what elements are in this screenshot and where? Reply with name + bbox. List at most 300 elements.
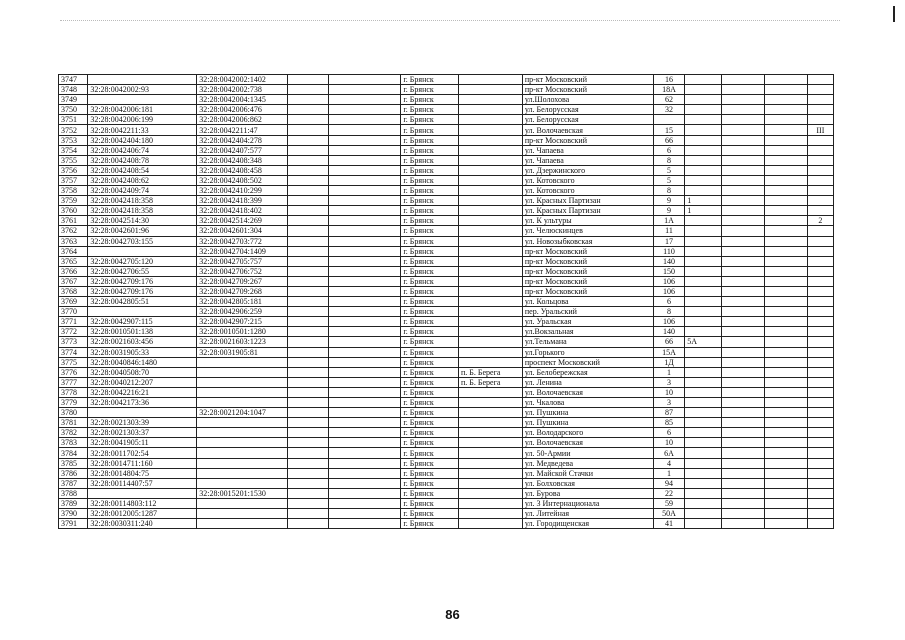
building-number-cell (685, 377, 722, 387)
settlement-cell (459, 286, 523, 296)
row-number-cell: 3766 (59, 266, 88, 276)
street-cell: ул. Котовского (522, 175, 653, 185)
empty-cell-cell (721, 458, 764, 468)
settlement-cell (459, 337, 523, 347)
cadastral-building-cell: 32:28:0042408:502 (197, 175, 288, 185)
empty-cell-cell (329, 85, 401, 95)
settlement-cell (459, 307, 523, 317)
settlement-cell (459, 165, 523, 175)
empty-cell-cell (288, 418, 329, 428)
cadastral-building-cell (197, 458, 288, 468)
settlement-cell (459, 256, 523, 266)
house-number-cell: 106 (653, 276, 684, 286)
street-cell: ул.Тельмана (522, 337, 653, 347)
empty-cell-cell (329, 418, 401, 428)
extra-number-cell (807, 196, 833, 206)
empty-cell-cell (288, 438, 329, 448)
settlement-cell (459, 498, 523, 508)
cadastral-building-cell: 32:28:0042703:772 (197, 236, 288, 246)
table-row (59, 95, 834, 105)
settlement-cell (459, 206, 523, 216)
table-row (59, 236, 834, 246)
street-cell: ул. Белобережская (522, 367, 653, 377)
cadastral-building-cell: 32:28:0042407:577 (197, 145, 288, 155)
building-number-cell (685, 448, 722, 458)
extra-number-cell (807, 509, 833, 519)
street-cell: ул. Кольцова (522, 297, 653, 307)
extra-number-cell (807, 317, 833, 327)
house-number-cell: 5 (653, 165, 684, 175)
settlement-cell (459, 418, 523, 428)
row-number-cell: 3765 (59, 256, 88, 266)
cadastral-building-cell (197, 468, 288, 478)
empty-cell-cell (764, 377, 807, 387)
table-row (59, 276, 834, 286)
extra-number-cell (807, 377, 833, 387)
cadastral-parcel-cell: 32:28:0042709:176 (88, 286, 197, 296)
settlement-cell (459, 276, 523, 286)
empty-cell-cell (764, 236, 807, 246)
cadastral-parcel-cell (88, 307, 197, 317)
street-cell: ул. Медведева (522, 458, 653, 468)
empty-cell-cell (329, 276, 401, 286)
street-cell: пр-кт Московский (522, 85, 653, 95)
empty-cell-cell (764, 398, 807, 408)
cadastral-building-cell: 32:28:0042709:267 (197, 276, 288, 286)
cadastral-building-cell: 32:28:0042805:181 (197, 297, 288, 307)
street-cell: ул. Уральская (522, 317, 653, 327)
table-row (59, 387, 834, 397)
building-number-cell (685, 297, 722, 307)
building-number-cell (685, 75, 722, 85)
house-number-cell: 41 (653, 519, 684, 529)
empty-cell-cell (764, 448, 807, 458)
cadastral-building-cell (197, 519, 288, 529)
settlement-cell (459, 85, 523, 95)
house-number-cell: 50А (653, 509, 684, 519)
house-number-cell: 16 (653, 75, 684, 85)
building-number-cell (685, 95, 722, 105)
extra-number-cell: III (807, 125, 833, 135)
building-number-cell (685, 135, 722, 145)
cadastral-building-cell: 32:28:0042002:1402 (197, 75, 288, 85)
empty-cell-cell (721, 276, 764, 286)
house-number-cell: 8 (653, 155, 684, 165)
empty-cell-cell (329, 327, 401, 337)
extra-number-cell (807, 246, 833, 256)
extra-number-cell (807, 297, 833, 307)
empty-cell-cell (721, 75, 764, 85)
city-cell: г. Брянск (401, 498, 459, 508)
empty-cell-cell (329, 145, 401, 155)
city-cell: г. Брянск (401, 337, 459, 347)
row-number-cell: 3787 (59, 478, 88, 488)
row-number-cell: 3757 (59, 175, 88, 185)
settlement-cell (459, 236, 523, 246)
cadastral-parcel-cell: 32:28:0042703:155 (88, 236, 197, 246)
empty-cell-cell (288, 307, 329, 317)
cadastral-parcel-cell: 32:28:0042907:115 (88, 317, 197, 327)
street-cell: ул. К ультуры (522, 216, 653, 226)
empty-cell-cell (288, 367, 329, 377)
city-cell: г. Брянск (401, 95, 459, 105)
cadastral-parcel-cell: 32:28:0042006:181 (88, 105, 197, 115)
house-number-cell: 1Д (653, 357, 684, 367)
street-cell: ул. 3 Интернационала (522, 498, 653, 508)
empty-cell-cell (329, 498, 401, 508)
empty-cell-cell (329, 468, 401, 478)
cadastral-building-cell (197, 448, 288, 458)
extra-number-cell (807, 428, 833, 438)
empty-cell-cell (288, 468, 329, 478)
city-cell: г. Брянск (401, 488, 459, 498)
extra-number-cell (807, 95, 833, 105)
building-number-cell (685, 236, 722, 246)
cadastral-building-cell: 32:28:0042514:269 (197, 216, 288, 226)
city-cell: г. Брянск (401, 175, 459, 185)
settlement-cell (459, 509, 523, 519)
row-number-cell: 3753 (59, 135, 88, 145)
street-cell: пр-кт Московский (522, 286, 653, 296)
building-number-cell (685, 266, 722, 276)
registry-body (59, 75, 834, 529)
cadastral-parcel-cell: 32:28:0030311:240 (88, 519, 197, 529)
empty-cell-cell (329, 317, 401, 327)
cadastral-parcel-cell: 32:28:0040846:1480 (88, 357, 197, 367)
extra-number-cell (807, 468, 833, 478)
building-number-cell (685, 175, 722, 185)
row-number-cell: 3752 (59, 125, 88, 135)
house-number-cell: 15А (653, 347, 684, 357)
building-number-cell (685, 216, 722, 226)
row-number-cell: 3758 (59, 186, 88, 196)
empty-cell-cell (764, 95, 807, 105)
empty-cell-cell (721, 418, 764, 428)
empty-cell-cell (721, 186, 764, 196)
table-row (59, 216, 834, 226)
empty-cell-cell (329, 297, 401, 307)
city-cell: г. Брянск (401, 377, 459, 387)
city-cell: г. Брянск (401, 165, 459, 175)
building-number-cell (685, 367, 722, 377)
table-row (59, 105, 834, 115)
table-row (59, 488, 834, 498)
city-cell: г. Брянск (401, 246, 459, 256)
cadastral-building-cell: 32:28:0042704:1409 (197, 246, 288, 256)
street-cell: пр-кт Московский (522, 75, 653, 85)
street-cell: ул. Майской Стачки (522, 468, 653, 478)
settlement-cell (459, 387, 523, 397)
table-row (59, 337, 834, 347)
settlement-cell (459, 458, 523, 468)
empty-cell-cell (721, 468, 764, 478)
street-cell: ул. Белорусская (522, 105, 653, 115)
street-cell: ул. Красных Партизан (522, 206, 653, 216)
table-row (59, 357, 834, 367)
page-number: 86 (445, 607, 460, 622)
cadastral-building-cell: 32:28:0042006:862 (197, 115, 288, 125)
empty-cell-cell (329, 458, 401, 468)
empty-cell-cell (329, 175, 401, 185)
empty-cell-cell (721, 387, 764, 397)
empty-cell-cell (721, 95, 764, 105)
city-cell: г. Брянск (401, 357, 459, 367)
building-number-cell: 1 (685, 196, 722, 206)
empty-cell-cell (329, 105, 401, 115)
empty-cell-cell (721, 377, 764, 387)
cadastral-building-cell (197, 509, 288, 519)
row-number-cell: 3751 (59, 115, 88, 125)
city-cell: г. Брянск (401, 307, 459, 317)
row-number-cell: 3771 (59, 317, 88, 327)
cadastral-parcel-cell: 32:28:0042216:21 (88, 387, 197, 397)
empty-cell-cell (288, 175, 329, 185)
city-cell: г. Брянск (401, 387, 459, 397)
street-cell: пр-кт Московский (522, 135, 653, 145)
city-cell: г. Брянск (401, 186, 459, 196)
city-cell: г. Брянск (401, 155, 459, 165)
empty-cell-cell (288, 327, 329, 337)
city-cell: г. Брянск (401, 317, 459, 327)
city-cell: г. Брянск (401, 75, 459, 85)
extra-number-cell (807, 458, 833, 468)
row-number-cell: 3786 (59, 468, 88, 478)
empty-cell-cell (764, 408, 807, 418)
settlement-cell (459, 75, 523, 85)
empty-cell-cell (721, 206, 764, 216)
street-cell: ул. Ленина (522, 377, 653, 387)
empty-cell-cell (288, 155, 329, 165)
empty-cell-cell (721, 307, 764, 317)
extra-number-cell (807, 85, 833, 95)
empty-cell-cell (288, 337, 329, 347)
street-cell: ул. Дзержинского (522, 165, 653, 175)
empty-cell-cell (329, 155, 401, 165)
empty-cell-cell (288, 276, 329, 286)
empty-cell-cell (764, 165, 807, 175)
row-number-cell: 3777 (59, 377, 88, 387)
house-number-cell: 10 (653, 387, 684, 397)
empty-cell-cell (721, 115, 764, 125)
row-number-cell: 3780 (59, 408, 88, 418)
settlement-cell (459, 408, 523, 418)
street-cell: ул. Пушкина (522, 408, 653, 418)
extra-number-cell (807, 448, 833, 458)
table-row (59, 408, 834, 418)
empty-cell-cell (721, 509, 764, 519)
empty-cell-cell (721, 155, 764, 165)
cadastral-parcel-cell (88, 95, 197, 105)
cadastral-building-cell: 32:28:0021204:1047 (197, 408, 288, 418)
city-cell: г. Брянск (401, 85, 459, 95)
empty-cell-cell (764, 216, 807, 226)
settlement-cell (459, 266, 523, 276)
empty-cell-cell (288, 246, 329, 256)
extra-number-cell (807, 387, 833, 397)
row-number-cell: 3755 (59, 155, 88, 165)
cadastral-building-cell: 32:28:0042004:1345 (197, 95, 288, 105)
street-cell: ул. Челюскинцев (522, 226, 653, 236)
house-number-cell: 4 (653, 458, 684, 468)
table-row (59, 266, 834, 276)
extra-number-cell (807, 155, 833, 165)
empty-cell-cell (764, 428, 807, 438)
empty-cell-cell (721, 428, 764, 438)
house-number-cell: 11 (653, 226, 684, 236)
building-number-cell (685, 125, 722, 135)
empty-cell-cell (329, 438, 401, 448)
empty-cell-cell (764, 357, 807, 367)
street-cell: ул. Красных Партизан (522, 196, 653, 206)
table-row (59, 418, 834, 428)
cadastral-building-cell: 32:28:0031905:81 (197, 347, 288, 357)
empty-cell-cell (288, 105, 329, 115)
empty-cell-cell (288, 387, 329, 397)
street-cell: ул. Котовского (522, 186, 653, 196)
house-number-cell: 9 (653, 196, 684, 206)
house-number-cell: 94 (653, 478, 684, 488)
table-row (59, 145, 834, 155)
house-number-cell: 6 (653, 297, 684, 307)
cadastral-parcel-cell: 32:28:00114407:57 (88, 478, 197, 488)
empty-cell-cell (764, 135, 807, 145)
building-number-cell (685, 408, 722, 418)
empty-cell-cell (721, 297, 764, 307)
settlement-cell (459, 186, 523, 196)
empty-cell-cell (764, 327, 807, 337)
cadastral-parcel-cell: 32:28:0040212:207 (88, 377, 197, 387)
empty-cell-cell (288, 509, 329, 519)
street-cell: ул.Шолохова (522, 95, 653, 105)
row-number-cell: 3784 (59, 448, 88, 458)
extra-number-cell (807, 519, 833, 529)
empty-cell-cell (288, 286, 329, 296)
street-cell: ул. Пушкина (522, 418, 653, 428)
extra-number-cell (807, 478, 833, 488)
settlement-cell (459, 357, 523, 367)
scan-edge-mark (893, 6, 895, 22)
city-cell: г. Брянск (401, 226, 459, 236)
cadastral-building-cell: 32:28:0042006:476 (197, 105, 288, 115)
empty-cell-cell (764, 75, 807, 85)
empty-cell-cell (288, 428, 329, 438)
building-number-cell (685, 276, 722, 286)
empty-cell-cell (288, 377, 329, 387)
empty-cell-cell (288, 75, 329, 85)
empty-cell-cell (764, 337, 807, 347)
empty-cell-cell (721, 327, 764, 337)
cadastral-parcel-cell: 32:28:00114803:112 (88, 498, 197, 508)
empty-cell-cell (288, 498, 329, 508)
city-cell: г. Брянск (401, 216, 459, 226)
table-row (59, 519, 834, 529)
empty-cell-cell (764, 85, 807, 95)
empty-cell-cell (329, 196, 401, 206)
empty-cell-cell (764, 196, 807, 206)
cadastral-parcel-cell: 32:28:0042211:33 (88, 125, 197, 135)
empty-cell-cell (764, 226, 807, 236)
empty-cell-cell (329, 206, 401, 216)
extra-number-cell (807, 276, 833, 286)
empty-cell-cell (329, 398, 401, 408)
table-row (59, 509, 834, 519)
empty-cell-cell (288, 236, 329, 246)
extra-number-cell: 2 (807, 216, 833, 226)
row-number-cell: 3790 (59, 509, 88, 519)
city-cell: г. Брянск (401, 428, 459, 438)
street-cell: ул. Литейная (522, 509, 653, 519)
city-cell: г. Брянск (401, 367, 459, 377)
cadastral-building-cell: 32:28:0042404:278 (197, 135, 288, 145)
house-number-cell: 85 (653, 418, 684, 428)
empty-cell-cell (721, 226, 764, 236)
cadastral-parcel-cell: 32:28:0042408:54 (88, 165, 197, 175)
empty-cell-cell (721, 448, 764, 458)
table-row (59, 226, 834, 236)
building-number-cell (685, 246, 722, 256)
settlement-cell (459, 135, 523, 145)
empty-cell-cell (764, 458, 807, 468)
empty-cell-cell (721, 398, 764, 408)
building-number-cell (685, 327, 722, 337)
empty-cell-cell (288, 85, 329, 95)
empty-cell-cell (288, 95, 329, 105)
row-number-cell: 3778 (59, 387, 88, 397)
row-number-cell: 3749 (59, 95, 88, 105)
cadastral-building-cell: 32:28:0042211:47 (197, 125, 288, 135)
empty-cell-cell (721, 125, 764, 135)
table-row (59, 458, 834, 468)
empty-cell-cell (721, 135, 764, 145)
empty-cell-cell (721, 347, 764, 357)
cadastral-parcel-cell: 32:28:0042173:36 (88, 398, 197, 408)
cadastral-parcel-cell: 32:28:0042418:358 (88, 206, 197, 216)
city-cell: г. Брянск (401, 297, 459, 307)
cadastral-parcel-cell: 32:28:0042709:176 (88, 276, 197, 286)
house-number-cell: 8 (653, 186, 684, 196)
building-number-cell (685, 105, 722, 115)
table-row (59, 307, 834, 317)
cadastral-parcel-cell: 32:28:0042404:180 (88, 135, 197, 145)
empty-cell-cell (329, 337, 401, 347)
empty-cell-cell (764, 519, 807, 529)
cadastral-building-cell (197, 367, 288, 377)
cadastral-parcel-cell (88, 75, 197, 85)
table-row (59, 438, 834, 448)
cadastral-building-cell: 32:28:0042906:259 (197, 307, 288, 317)
building-number-cell (685, 286, 722, 296)
extra-number-cell (807, 347, 833, 357)
empty-cell-cell (764, 438, 807, 448)
empty-cell-cell (764, 155, 807, 165)
row-number-cell: 3754 (59, 145, 88, 155)
settlement-cell (459, 246, 523, 256)
empty-cell-cell (329, 256, 401, 266)
row-number-cell: 3762 (59, 226, 88, 236)
cadastral-building-cell (197, 498, 288, 508)
street-cell: ул. Чапаева (522, 145, 653, 155)
row-number-cell: 3750 (59, 105, 88, 115)
scan-dotted-line (60, 20, 840, 23)
city-cell: г. Брянск (401, 398, 459, 408)
empty-cell-cell (329, 266, 401, 276)
empty-cell-cell (288, 135, 329, 145)
settlement-cell (459, 519, 523, 529)
cadastral-building-cell: 32:28:0010501:1280 (197, 327, 288, 337)
city-cell: г. Брянск (401, 145, 459, 155)
street-cell: ул. Волочаевская (522, 387, 653, 397)
cadastral-parcel-cell (88, 408, 197, 418)
